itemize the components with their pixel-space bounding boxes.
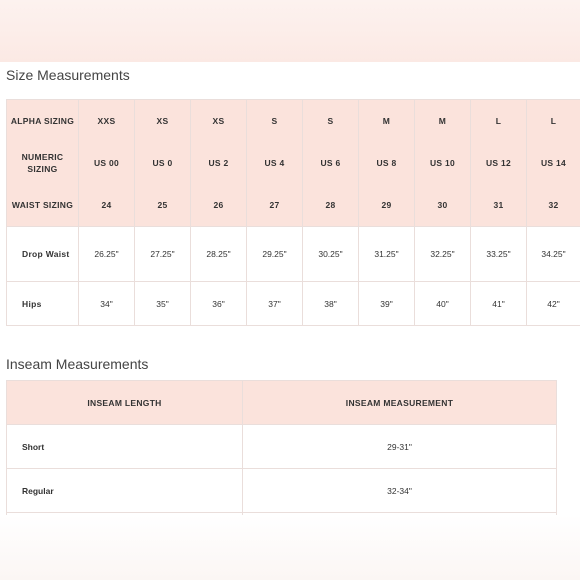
numeric-size-value: US 4	[264, 158, 285, 168]
alpha-sizing-label: ALPHA SIZING	[10, 116, 75, 126]
drop-waist-label: Drop Waist	[7, 227, 79, 282]
alpha-size-value: XS	[212, 116, 225, 126]
numeric-size-value: US 8	[376, 158, 397, 168]
inseam-length-header: INSEAM LENGTH	[7, 381, 243, 425]
drop-waist-value: 29.25"	[247, 227, 303, 282]
size-header-row	[7, 100, 580, 227]
alpha-size-value: M	[438, 116, 447, 126]
waist-size-value: 28	[325, 200, 336, 210]
drop-waist-value: 32.25"	[415, 227, 471, 282]
size-column-header	[247, 100, 303, 227]
hips-label: Hips	[7, 282, 79, 326]
waist-sizing-label: WAIST SIZING	[11, 200, 74, 210]
numeric-size-value: US 2	[208, 158, 229, 168]
inseam-row-short	[7, 425, 557, 469]
alpha-size-value: L	[495, 116, 502, 126]
hips-value: 41"	[471, 282, 527, 326]
alpha-size-value: L	[550, 116, 557, 126]
alpha-size-value: M	[382, 116, 391, 126]
waist-size-value: 31	[493, 200, 504, 210]
inseam-measurement-short: 29-31"	[243, 425, 557, 469]
inseam-measurement-header: INSEAM MEASUREMENT	[243, 381, 557, 425]
hips-value: 37"	[247, 282, 303, 326]
waist-size-value: 26	[213, 200, 224, 210]
size-column-header	[527, 100, 580, 227]
hips-value: 35"	[135, 282, 191, 326]
size-column-header	[415, 100, 471, 227]
drop-waist-value: 27.25"	[135, 227, 191, 282]
alpha-size-value: XXS	[97, 116, 116, 126]
waist-size-value: 32	[548, 200, 559, 210]
size-column-header	[471, 100, 527, 227]
numeric-size-value: US 12	[485, 158, 512, 168]
size-column-header	[303, 100, 359, 227]
hips-value: 39"	[359, 282, 415, 326]
waist-size-value: 24	[101, 200, 112, 210]
size-measurements-title: Size Measurements	[6, 67, 130, 83]
numeric-size-value: US 10	[429, 158, 456, 168]
hips-value: 34"	[79, 282, 135, 326]
numeric-size-value: US 14	[540, 158, 567, 168]
waist-size-value: 27	[269, 200, 280, 210]
bottom-fade	[0, 515, 580, 580]
inseam-header-row	[7, 381, 557, 425]
inseam-measurements-title: Inseam Measurements	[6, 356, 149, 372]
hips-value: 40"	[415, 282, 471, 326]
waist-size-value: 25	[157, 200, 168, 210]
alpha-size-value: XS	[156, 116, 169, 126]
inseam-length-short: Short	[7, 425, 243, 469]
waist-size-value: 30	[437, 200, 448, 210]
hips-row	[7, 282, 580, 326]
inseam-measurements-table	[6, 380, 557, 517]
top-banner-fade	[0, 0, 580, 62]
drop-waist-value: 33.25"	[471, 227, 527, 282]
size-measurements-table	[6, 99, 580, 326]
inseam-measurement-regular: 32-34"	[243, 469, 557, 513]
inseam-length-regular: Regular	[7, 469, 243, 513]
waist-size-value: 29	[381, 200, 392, 210]
inseam-row-regular	[7, 469, 557, 513]
alpha-size-value: S	[271, 116, 278, 126]
numeric-size-value: US 0	[152, 158, 173, 168]
size-column-header	[79, 100, 135, 227]
alpha-size-value: S	[327, 116, 334, 126]
numeric-size-value: US 00	[93, 158, 120, 168]
numeric-sizing-label: NUMERIC SIZING	[21, 152, 64, 174]
drop-waist-value: 26.25"	[79, 227, 135, 282]
size-column-header	[135, 100, 191, 227]
size-column-header	[359, 100, 415, 227]
numeric-size-value: US 6	[320, 158, 341, 168]
drop-waist-value: 30.25"	[303, 227, 359, 282]
hips-value: 38"	[303, 282, 359, 326]
size-column-header	[191, 100, 247, 227]
drop-waist-value: 34.25"	[527, 227, 580, 282]
drop-waist-value: 28.25"	[191, 227, 247, 282]
hips-value: 42"	[527, 282, 580, 326]
header-label-cell	[7, 100, 79, 227]
drop-waist-row	[7, 227, 580, 282]
drop-waist-value: 31.25"	[359, 227, 415, 282]
hips-value: 36"	[191, 282, 247, 326]
